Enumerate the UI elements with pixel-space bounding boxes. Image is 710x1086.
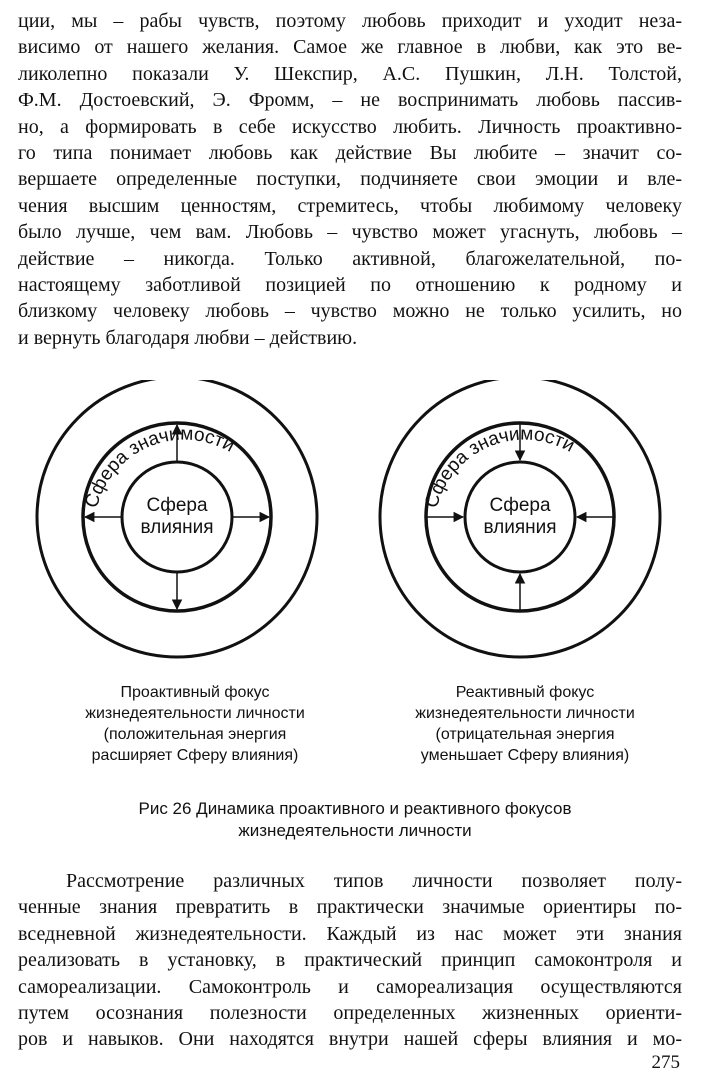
outer-sphere-label: Сфера значимости — [81, 423, 238, 511]
inner-label-line1: Сфера — [489, 495, 551, 516]
figure-title-line2: жизнедеятельности личности — [238, 821, 472, 840]
inner-label-line2: влияния — [140, 517, 214, 538]
top-paragraph — [18, 8, 682, 351]
text-line: вседневной жизнедеятельности. Каждый из нас может эти знания — [18, 922, 682, 945]
text-line: было лучше, чем вам. Любовь – чувство может угаснуть, любовь – — [18, 221, 682, 244]
text-line: и вернуть благодаря любви – действию. — [18, 326, 358, 349]
inner-label-line1: Сфера — [146, 495, 208, 516]
text-line: висимо от нашего желания. Самое же главное в любви, как это ве- — [18, 36, 682, 59]
text-line: чения высшим ценностям, стремитесь, чтобы любимому человеку — [18, 194, 682, 217]
caption-line: уменьшает Сферу влияния) — [420, 747, 630, 764]
inner-label-line2: влияния — [483, 517, 557, 538]
caption-line: (положительная энергия — [103, 726, 287, 743]
figure-title-line1: Рис 26 Динамика проактивного и реактивного фокусов — [138, 799, 572, 818]
text-line: реализовать в установку, в практический принцип самоконтроля и — [18, 949, 682, 972]
figure-diagrams — [0, 380, 710, 680]
text-line: но, а формировать в себе искусство любить. Личность проактивно- — [18, 115, 682, 138]
right-diagram — [380, 380, 660, 657]
page-number: 275 — [651, 1052, 680, 1073]
text-line: самореализации. Самоконтроль и самореализация осуществляются — [18, 975, 682, 998]
text-line: вершаете определенные поступки, подчиняете свои эмоции и вле- — [18, 168, 682, 191]
caption-line: Проактивный фокус — [120, 684, 270, 701]
text-line: ров и навыков. Они находятся внутри нашей сферы влияния и мо- — [18, 1028, 682, 1051]
caption-line: (отрицательная энергия — [435, 726, 615, 743]
text-line: Рассмотрение различных типов личности позволяет полу- — [66, 870, 682, 892]
left-diagram — [37, 380, 317, 657]
text-line: путем осознания полезности определенных жизненных ориенти- — [18, 1002, 682, 1025]
figure-title — [40, 798, 670, 842]
text-line: ции, мы – рабы чувств, поэтому любовь приходит и уходит неза- — [18, 10, 682, 32]
bottom-paragraph — [18, 868, 682, 1053]
text-line: настоящему заботливой позицией по отношению к родному и — [18, 274, 682, 297]
text-line: Ф.М. Достоевский, Э. Фромм, – не воспринимать любовь пассив- — [18, 89, 682, 112]
caption-line: жизнедеятельности личности — [85, 705, 305, 722]
text-line: действие – никогда. Только активной, благожелательной, по- — [18, 247, 682, 270]
text-line: ченные знания превратить в практически значимые ориентиры по- — [18, 896, 682, 919]
caption-line: Реактивный фокус — [455, 684, 595, 701]
text-line: ликолепно показали У. Шекспир, А.С. Пушкин, Л.Н. Толстой, — [18, 62, 682, 85]
text-line: близкому человеку любовь – чувство можно не только усилить, но — [18, 300, 682, 323]
outer-sphere-label: Сфера значимости — [421, 423, 578, 511]
left-diagram-caption — [40, 682, 350, 766]
right-diagram-caption — [370, 682, 680, 766]
text-line: го типа понимает любовь как действие Вы любите – значит со- — [18, 142, 682, 165]
diagram-canvas — [0, 380, 710, 680]
caption-line: расширяет Сферу влияния) — [91, 747, 299, 764]
caption-line: жизнедеятельности личности — [415, 705, 635, 722]
